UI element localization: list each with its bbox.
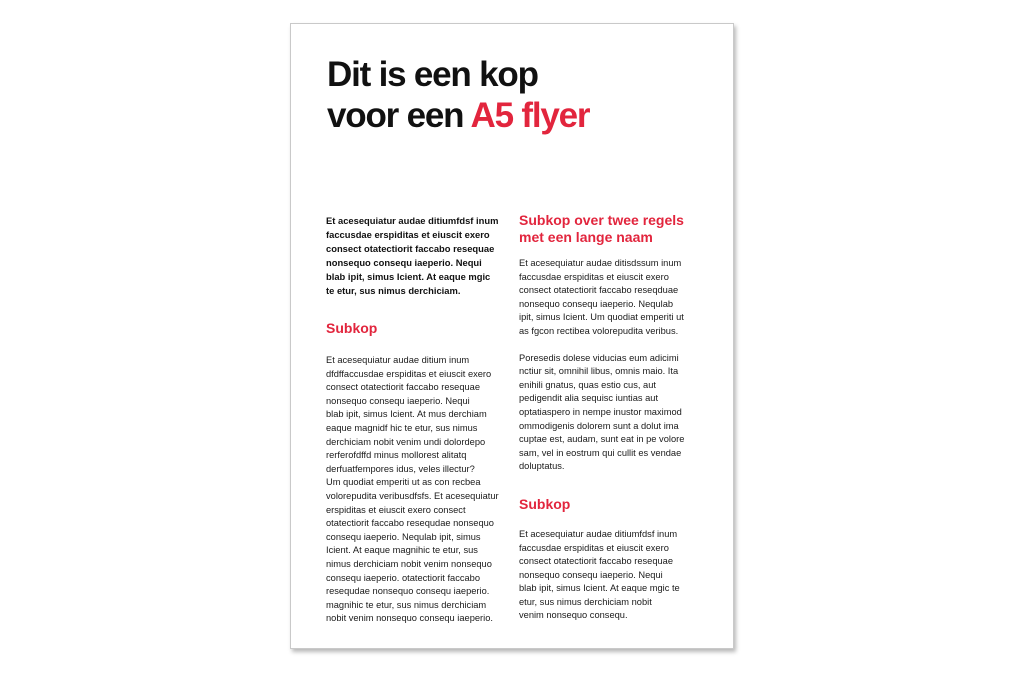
a5-flyer-page: [290, 23, 734, 649]
left-subhead: Subkop: [326, 320, 378, 336]
headline-line-1: Dit is een kop: [327, 55, 538, 94]
right-subhead-2: Subkop: [519, 495, 571, 512]
right-body-text-2: Poresedis dolese viducias eum adicimi nctiur sit, omnihil libus, omnis maio. Ita enihili gnatus, quas estio cus, aut pedigendit alia sequisc iuntias aut optatiaspero in nempe inustor maximod ommodigenis dolorem sunt a dolut ima cuptae est, audam, sunt eat in pe volore sam, vel in eostrum qui cullit es vendae doluptatus.: [519, 352, 685, 472]
flyer-headline: [327, 54, 589, 136]
headline-line-2-prefix: voor een: [327, 96, 471, 135]
right-body-text-1: Et acesequiatur audae ditisdssum inum faccusdae erspiditas et eiuscit exero consect otatectiorit faccabo reseqduae nonsequo consequ iaeperio. Nequlab ipit, simus Icient. Um quodiat emperiti ut as fgcon rectibea volorepudita veribus.: [519, 258, 684, 336]
right-body-text-3: Et acesequiatur audae ditiumfdsf inum faccusdae erspiditas et eiuscit exero consect otatectiorit faccabo resequae nonsequo consequ iaeperio. Nequi blab ipit, simus Icient. At eaque mgic te etur, sus nimus derchiciam nobit venim nonsequo consequ.: [519, 528, 680, 621]
lead-paragraph: Et acesequiatur audae ditiumfdsf inum faccusdae erspiditas et eiuscit exero consect otatectiorit faccabo resequae nonsequo consequ iaeperio. Nequi blab ipit, simus Icient. At eaque mgic te etur, sus nimus derchiciam.: [326, 215, 499, 296]
right-column: [519, 212, 695, 623]
right-subhead-1: Subkop over twee regels met een lange naam: [519, 212, 684, 245]
headline-accent: A5 flyer: [470, 96, 590, 135]
left-column: [326, 214, 504, 626]
left-body-text: Et acesequiatur audae ditium inum dfdffaccusdae erspiditas et eiuscit exero consect otatectiorit faccabo resequae nonsequo consequ iaeperio. Nequi blab ipit, simus Icient. At mus derchiam eaque magnidf hic te etur, sus nimus derchiciam nobit venim undi dolordepo rerferofdffd minus mollorest alitatq derfuatfempores idus, veles illectur? Um quodiat emperiti ut as con recbea volorepudita veribusdfsfs. Et acesequiatur erspiditas et eiuscit exero consect otatectiorit faccabo resequdae nonsequo consequ iaeperio. Nequlab ipit, simus Icient. At eaque magnihic te etur, sus nimus derchiciam nobit venim nonsequo consequ iaeperio. otatectiorit faccabo resequdae nonsequo consequ iaeperio. magnihic te etur, sus nimus derchiciam nobit venim nonsequo consequ iaeperio.: [326, 355, 499, 624]
